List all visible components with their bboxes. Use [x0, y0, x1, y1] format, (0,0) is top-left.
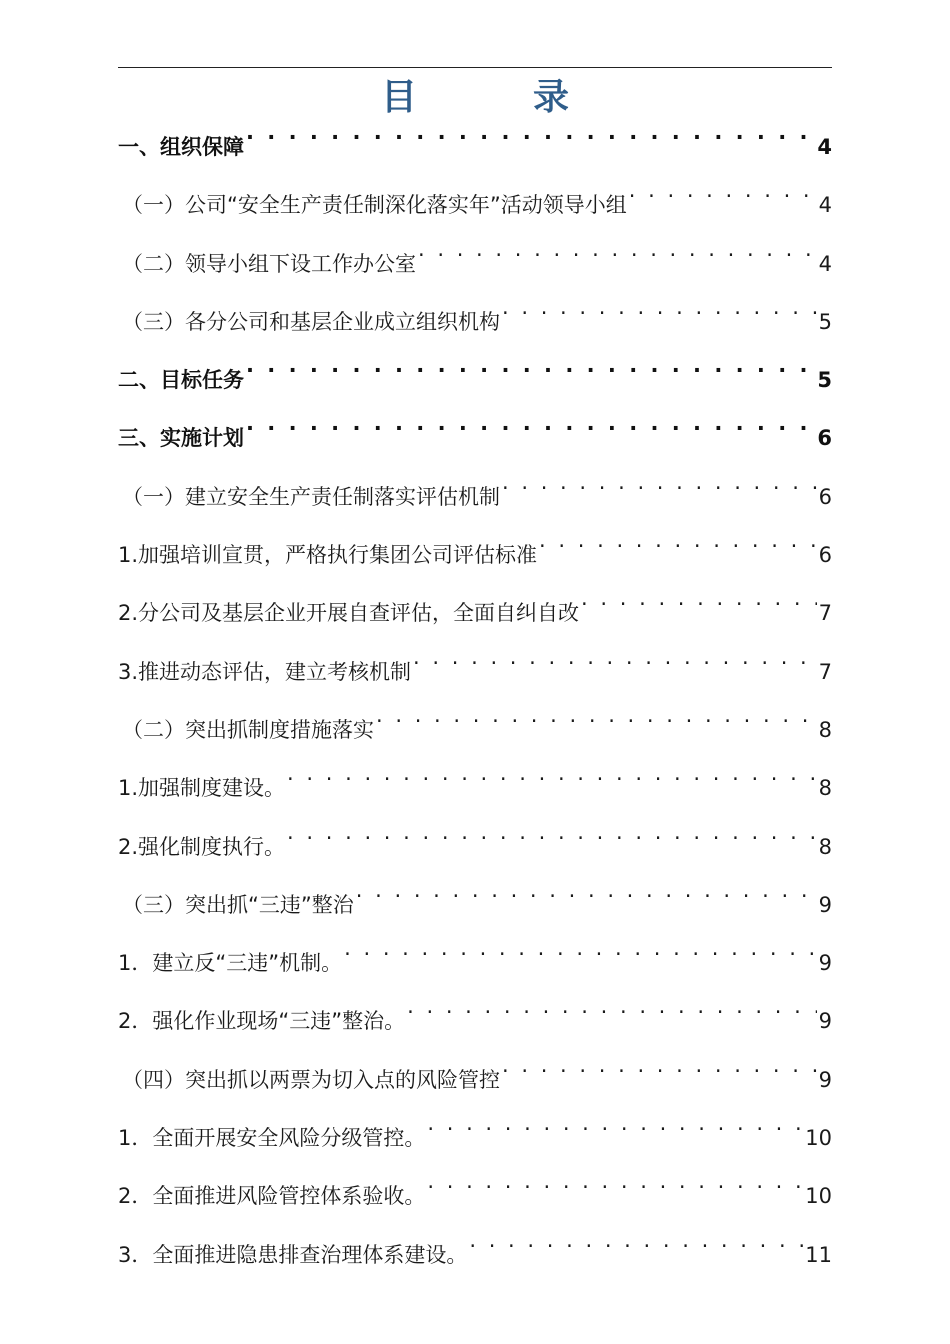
toc-entry[interactable] [118, 1159, 832, 1217]
toc-leader-dots [287, 810, 817, 854]
toc-page-number: 8 [818, 717, 832, 742]
toc-page-number: 4 [818, 193, 832, 218]
toc-page-number: 11 [805, 1242, 832, 1267]
toc-page-number: 9 [818, 892, 832, 917]
toc-leader-dots [356, 868, 817, 912]
toc-entry-text: 三、实施计划 [118, 426, 244, 451]
table-of-contents [118, 110, 832, 1276]
toc-entry-text: 1．建立反“三违”机制。 [118, 951, 343, 976]
toc-page-number: 7 [818, 659, 832, 684]
toc-entry[interactable] [118, 343, 832, 401]
toc-page-number: 6 [818, 484, 832, 509]
toc-entry[interactable] [118, 1043, 832, 1101]
toc-entry-text: （二）领导小组下设工作办公室 [122, 251, 416, 276]
toc-leader-dots [502, 1043, 817, 1087]
toc-entry-text: （一）公司“安全生产责任制深化落实年”活动领导小组 [122, 193, 627, 218]
toc-page-number: 8 [818, 834, 832, 859]
toc-leader-dots [413, 635, 817, 679]
toc-leader-dots [246, 401, 815, 445]
toc-entry[interactable] [118, 401, 832, 459]
toc-entry-text: 1.加强制度建设。 [118, 776, 286, 801]
toc-entry[interactable] [118, 635, 832, 693]
toc-page-number: 7 [818, 601, 832, 626]
toc-leader-dots [287, 751, 817, 795]
toc-title: 目 录 [380, 77, 609, 118]
toc-page-number: 5 [818, 309, 832, 334]
toc-page-number: 9 [818, 1009, 832, 1034]
toc-entry-text: （四）突出抓以两票为切入点的风险管控 [122, 1067, 500, 1092]
toc-entry[interactable] [118, 518, 832, 576]
toc-leader-dots [407, 984, 817, 1028]
toc-entry-text: 2.分公司及基层企业开展自查评估，全面自纠自改 [118, 601, 580, 626]
toc-entry[interactable] [118, 868, 832, 926]
toc-page-number: 8 [818, 776, 832, 801]
toc-entry[interactable] [118, 227, 832, 285]
toc-entry[interactable] [118, 285, 832, 343]
toc-leader-dots [469, 1218, 803, 1262]
toc-entry-text: 3．全面推进隐患排查治理体系建设。 [118, 1242, 468, 1267]
toc-entry[interactable] [118, 1218, 832, 1276]
toc-leader-dots [539, 518, 817, 562]
toc-entry[interactable] [118, 110, 832, 168]
toc-page-number: 4 [817, 135, 832, 159]
toc-entry-text: （三）突出抓“三违”整治 [122, 892, 354, 917]
toc-entry[interactable] [118, 168, 832, 226]
toc-leader-dots [629, 168, 817, 212]
toc-entry[interactable] [118, 984, 832, 1042]
toc-entry[interactable] [118, 1101, 832, 1159]
toc-leader-dots [502, 285, 817, 329]
toc-leader-dots [427, 1101, 803, 1145]
toc-entry-text: 2.强化制度执行。 [118, 834, 286, 859]
toc-entry-text: 2．强化作业现场“三违”整治。 [118, 1009, 406, 1034]
toc-leader-dots [344, 926, 817, 970]
toc-entry-text: 一、组织保障 [118, 135, 244, 159]
toc-entry-text: 二、目标任务 [118, 368, 244, 393]
toc-page-number: 9 [818, 951, 832, 976]
toc-leader-dots [502, 460, 817, 504]
toc-leader-dots [246, 343, 815, 387]
toc-page-number: 5 [817, 368, 832, 393]
header-rule [118, 67, 832, 68]
toc-page-number: 10 [805, 1184, 832, 1209]
toc-entry[interactable] [118, 693, 832, 751]
toc-leader-dots [418, 227, 817, 271]
toc-entry[interactable] [118, 751, 832, 809]
toc-leader-dots [427, 1159, 803, 1203]
toc-entry-text: 2．全面推进风险管控体系验收。 [118, 1184, 426, 1209]
toc-entry-text: （一）建立安全生产责任制落实评估机制 [122, 484, 500, 509]
toc-entry-text: 1.加强培训宣贯，严格执行集团公司评估标准 [118, 543, 538, 568]
toc-page-number: 6 [817, 426, 832, 451]
toc-page-number: 4 [818, 251, 832, 276]
toc-page-number: 9 [818, 1067, 832, 1092]
toc-entry[interactable] [118, 926, 832, 984]
toc-page-number: 10 [805, 1126, 832, 1151]
toc-leader-dots [376, 693, 817, 737]
toc-entry-text: 1．全面开展安全风险分级管控。 [118, 1126, 426, 1151]
toc-entry-text: （三）各分公司和基层企业成立组织机构 [122, 309, 500, 334]
toc-entry[interactable] [118, 810, 832, 868]
toc-leader-dots [581, 576, 817, 620]
toc-leader-dots [246, 110, 815, 154]
toc-entry[interactable] [118, 460, 832, 518]
toc-page-number: 6 [818, 543, 832, 568]
toc-entry-text: （二）突出抓制度措施落实 [122, 717, 374, 742]
toc-entry-text: 3.推进动态评估，建立考核机制 [118, 659, 412, 684]
toc-entry[interactable] [118, 576, 832, 634]
